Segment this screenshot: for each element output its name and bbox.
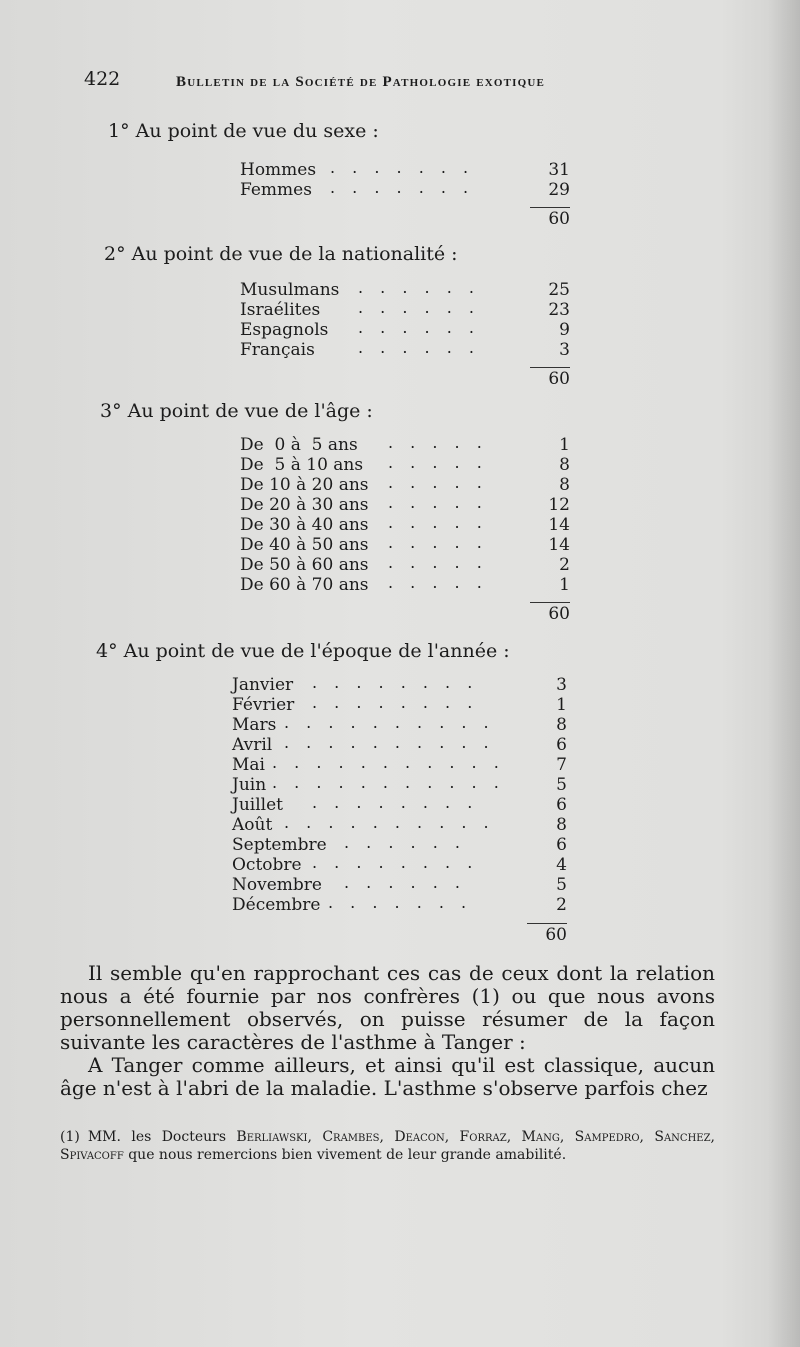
list-item: Musulmans . . . . . . 25	[240, 278, 570, 300]
list-item: De 20 à 30 ans . . . . . 12	[240, 493, 570, 515]
section-heading-sex: 1° Au point de vue du sexe :	[108, 120, 379, 142]
page-edge-shadow	[768, 0, 800, 1347]
list-item: Femmes . . . . . . . 29	[240, 178, 570, 200]
list-item: De 30 à 40 ans . . . . . 14	[240, 513, 570, 535]
section-heading-nationality: 2° Au point de vue de la nationalité :	[104, 243, 458, 265]
list-item: De 60 à 70 ans . . . . . 1	[240, 573, 570, 595]
section-heading-age: 3° Au point de vue de l'âge :	[100, 400, 373, 422]
list-item: Juin . . . . . . . . . . . 5	[232, 773, 567, 795]
paragraph-1: Il semble qu'en rapprochant ces cas de ceux dont la relation nous a été fournie par nos confrères (1) ou que nous avons personnellement observés, on puisse résumer de la façon suivante les caractères de l'asthme à Tanger :	[60, 961, 715, 1054]
page-header	[84, 68, 644, 98]
footnote-mark: (1)	[60, 1129, 80, 1145]
list-sex	[240, 160, 570, 230]
footnote-suffix: que nous remercions bien vivement de leur grande amabilité.	[128, 1147, 567, 1163]
list-item: De 50 à 60 ans . . . . . 2	[240, 553, 570, 575]
section-heading-season: 4° Au point de vue de l'époque de l'année :	[96, 640, 510, 662]
page-number: 422	[84, 68, 121, 90]
list-item: De 0 à 5 ans . . . . . 1	[240, 433, 570, 455]
list-nationality	[240, 280, 570, 395]
body-text	[60, 962, 715, 1100]
list-age	[240, 435, 570, 630]
total-rule	[530, 367, 570, 368]
total-rule	[530, 207, 570, 208]
list-item: De 10 à 20 ans . . . . . 8	[240, 473, 570, 495]
list-item: Avril . . . . . . . . . . 6	[232, 733, 567, 755]
list-item: Israélites . . . . . . 23	[240, 298, 570, 320]
total-value: 60	[548, 369, 570, 389]
list-item: Français . . . . . . 3	[240, 338, 570, 360]
list-item: Août . . . . . . . . . . 8	[232, 813, 567, 835]
list-item: Janvier . . . . . . . . 3	[232, 673, 567, 695]
list-item: Octobre . . . . . . . . 4	[232, 853, 567, 875]
running-title: Bulletin de la Société de Pathologie exotique	[176, 74, 546, 90]
list-item: Septembre . . . . . . 6	[232, 833, 567, 855]
total-value: 60	[548, 209, 570, 229]
total-value: 60	[545, 925, 567, 945]
list-item: Mai . . . . . . . . . . . 7	[232, 753, 567, 775]
total-value: 60	[548, 604, 570, 624]
footnote-names: Berliawski, Crambes, Deacon, Forraz, Mang, Sampedro, Sanchez, Spivacoff	[60, 1129, 715, 1163]
total-rule	[527, 923, 567, 924]
list-item: De 5 à 10 ans . . . . . 8	[240, 453, 570, 475]
list-item: Mars . . . . . . . . . . 8	[232, 713, 567, 735]
footnote-prefix: MM. les Docteurs	[87, 1129, 226, 1145]
list-item: Février . . . . . . . . 1	[232, 693, 567, 715]
list-item: Décembre . . . . . . . 2	[232, 893, 567, 915]
list-item: Espagnols . . . . . . 9	[240, 318, 570, 340]
list-season	[232, 675, 567, 945]
footnote	[60, 1128, 715, 1164]
paragraph-2: A Tanger comme ailleurs, et ainsi qu'il est classique, aucun âge n'est à l'abri de la maladie. L'asthme s'observe parfois chez	[60, 1053, 715, 1100]
list-item: De 40 à 50 ans . . . . . 14	[240, 533, 570, 555]
total-rule	[530, 602, 570, 603]
list-item: Hommes . . . . . . . 31	[240, 158, 570, 180]
list-item: Novembre . . . . . . 5	[232, 873, 567, 895]
list-item: Juillet . . . . . . . . 6	[232, 793, 567, 815]
